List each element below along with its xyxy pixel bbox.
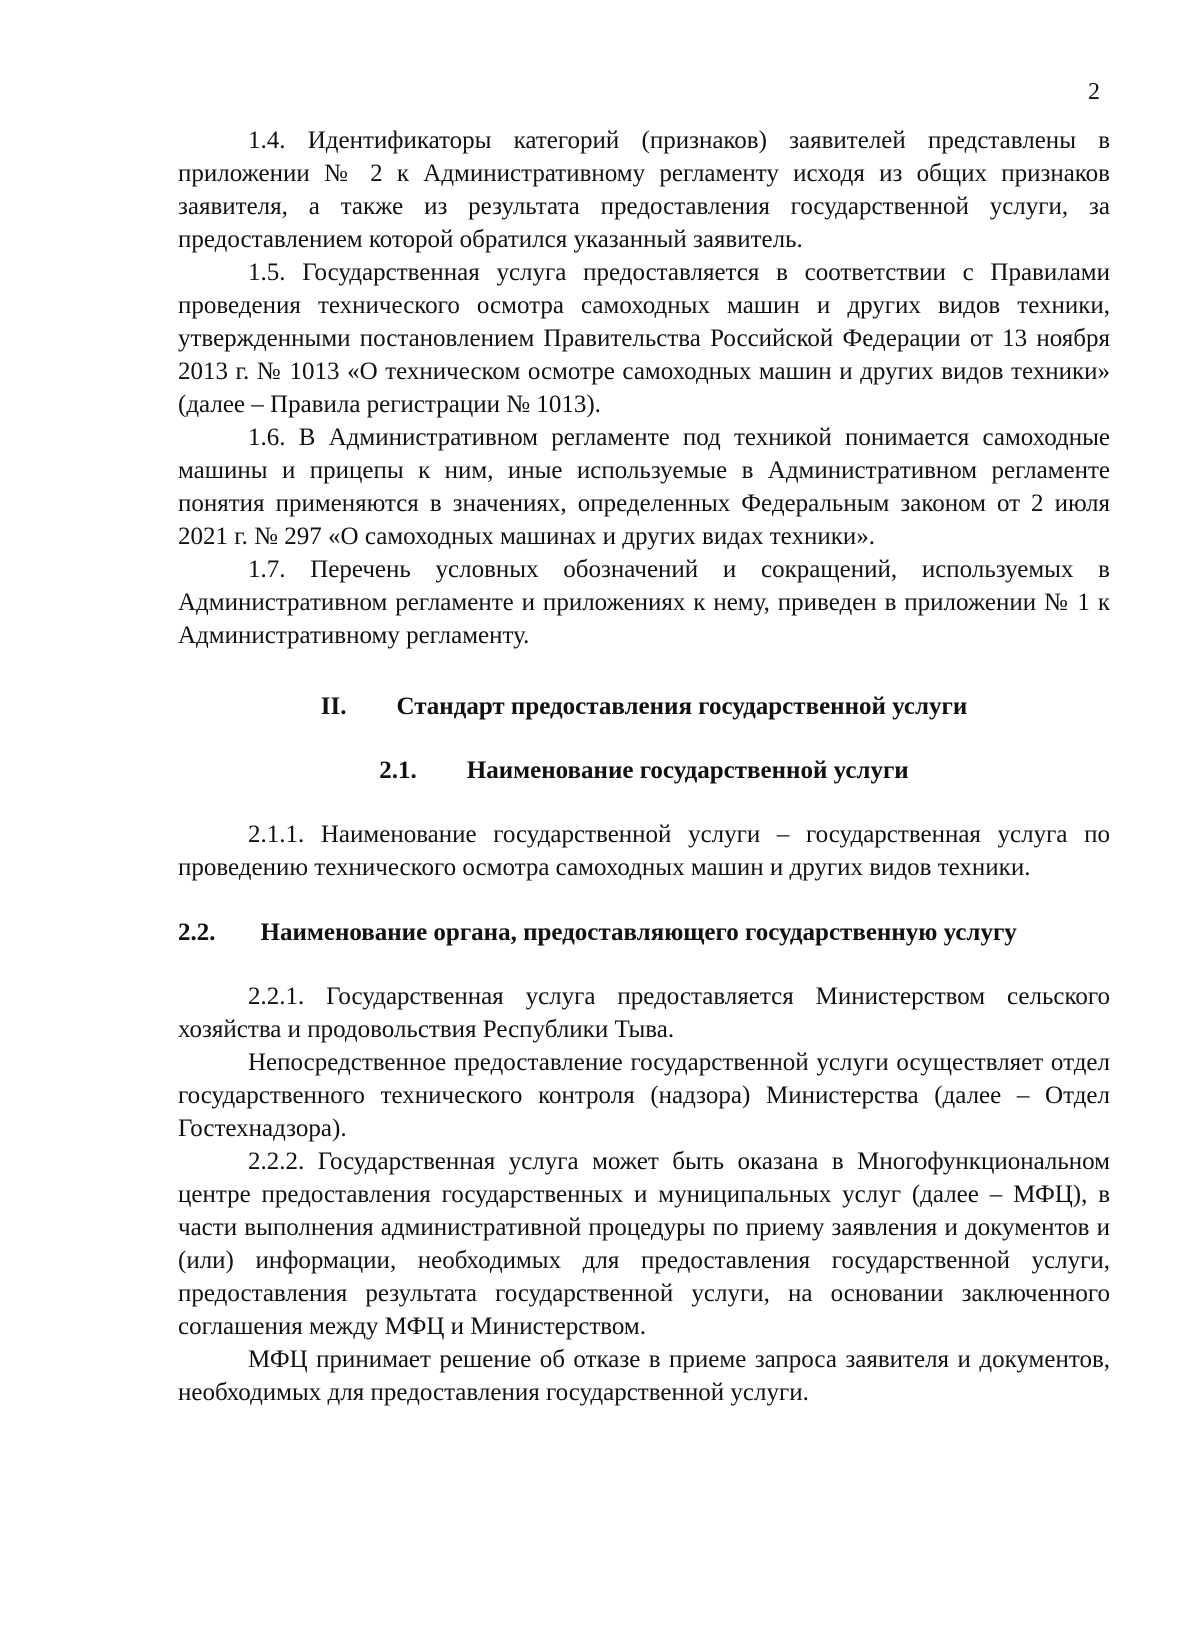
paragraph-2-2-1: 2.2.1. Государственная услуга предоставляется Министерством сельского хозяйства и продовольствия Республики Тыва. [178,983,1110,1043]
section-number: II. [320,693,347,720]
subsection-heading-2-1 [178,754,1110,787]
document-body [178,124,1110,1409]
paragraph-1-5: 1.5. Государственная услуга предоставляется в соответствии с Правилами проведения технического осмотра самоходных машин и других видов техники, утвержденными постановлением Правительства Российской Федерации от 13 ноября 2013 г. № 1013 «О техническом осмотре самоходных машин и других видов техники» (далее – Правила регистрации № 1013). [178,259,1110,418]
paragraph-1-7: 1.7. Перечень условных обозначений и сокращений, используемых в Административном регламенте и приложениях к нему, приведен в приложении № 1 к Административному регламенту. [178,556,1110,649]
subsection-title: Наименование органа, предоставляющего государственную услугу [260,919,1017,946]
paragraph-1-6: 1.6. В Административном регламенте под техникой понимается самоходные машины и прицепы к ним, иные используемые в Административном регламенте понятия применяются в значениях, определенных Федеральным законом от 2 июля 2021 г. № 297 «О самоходных машинах и других видах техники». [178,424,1110,550]
page-number: 2 [1088,79,1100,105]
paragraph-mfc-refusal: МФЦ принимает решение об отказе в приеме запроса заявителя и документов, необходимых для предоставления государственной услуги. [178,1346,1110,1406]
paragraph-2-2-1-continued: Непосредственное предоставление государственной услуги осуществляет отдел государственного технического контроля (надзора) Министерства (далее – Отдел Гостехнадзора). [178,1049,1110,1142]
paragraph-2-1-1: 2.1.1. Наименование государственной услуги – государственная услуга по проведению технического осмотра самоходных машин и других видов техники. [178,821,1110,881]
subsection-heading-2-2 [178,916,1110,949]
paragraph-1-4: 1.4. Идентификаторы категорий (признаков) заявителей представлены в приложении № 2 к Административному регламенту исходя из общих признаков заявителя, а также из результата предоставления государственной услуги, за предоставлением которой обратился указанный заявитель. [178,127,1110,253]
subsection-number: 2.1. [379,757,417,784]
section-heading-2 [178,690,1110,723]
subsection-number: 2.2. [178,919,216,946]
section-title: Стандарт предоставления государственной услуги [396,693,968,720]
paragraph-2-2-2: 2.2.2. Государственная услуга может быть оказана в Многофункциональном центре предоставления государственных и муниципальных услуг (далее – МФЦ), в части выполнения административной процедуры по приему заявления и документов и (или) информации, необходимых для предоставления государственной услуги, предоставления результата государственной услуги, на основании заключенного соглашения между МФЦ и Министерством. [178,1148,1110,1340]
subsection-title: Наименование государственной услуги [466,757,909,784]
